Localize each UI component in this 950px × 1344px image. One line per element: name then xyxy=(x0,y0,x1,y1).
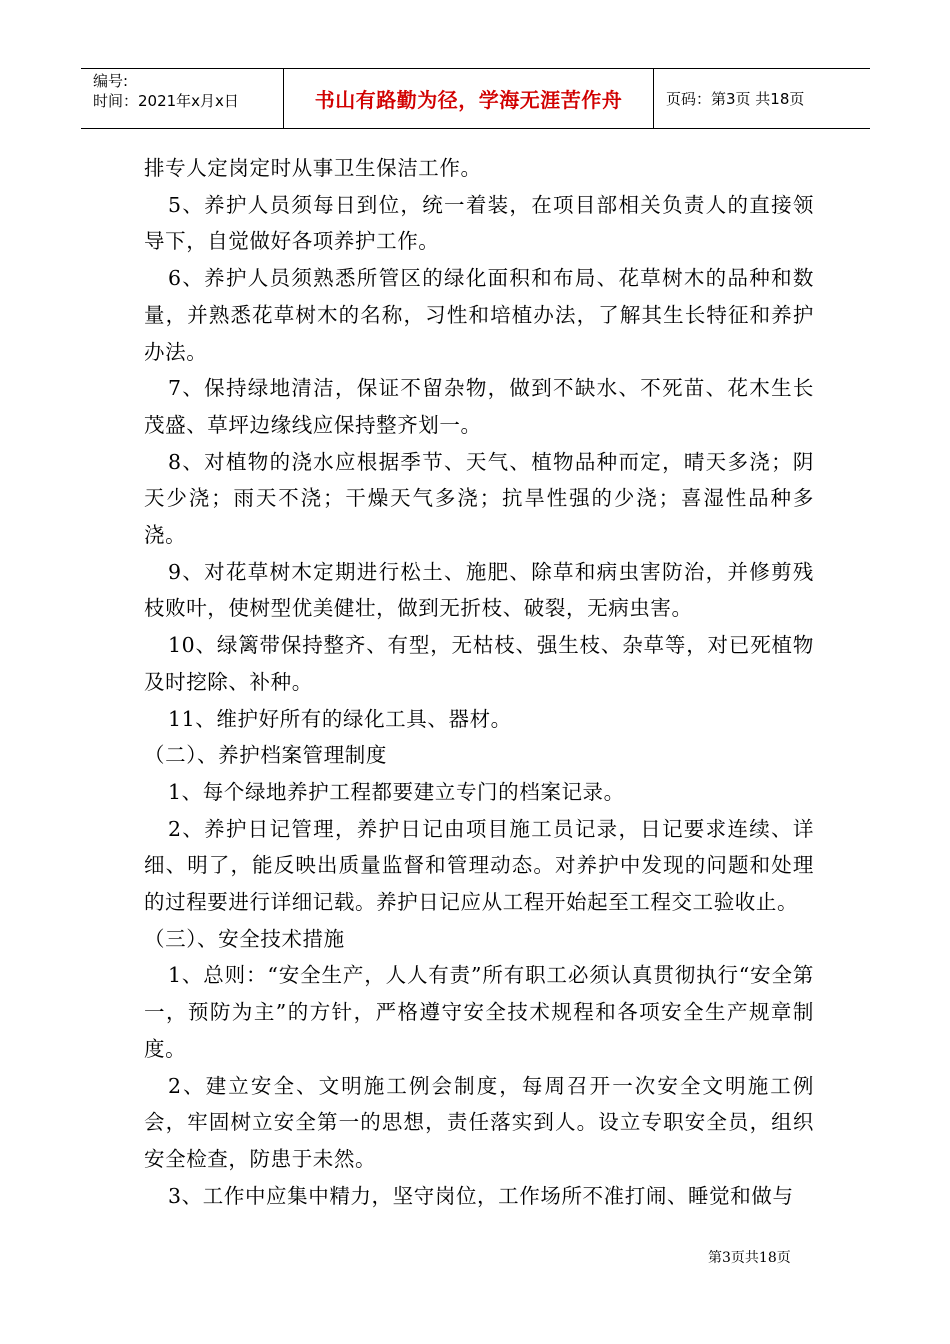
paragraph: 7、保持绿地清洁，保证不留杂物，做到不缺水、不死苗、花木生长茂盛、草坪边缘线应保持整齐划一。 xyxy=(144,376,814,437)
page-number-info: 页码：第3页 共18页 xyxy=(666,90,805,108)
header-page-info xyxy=(654,69,870,128)
page-header xyxy=(81,68,870,129)
paragraph: 1、每个绿地养护工程都要建立专门的档案记录。 xyxy=(168,779,625,804)
footer-page-number: 第3页共18页 xyxy=(708,1250,791,1266)
section-heading: （二）、养护档案管理制度 xyxy=(144,743,387,768)
paragraph: 10、绿篱带保持整齐、有型，无枯枝、强生枝、杂草等，对已死植物及时挖除、补种。 xyxy=(144,633,814,694)
paragraph: 8、对植物的浇水应根据季节、天气、植物品种而定，晴天多浇；阴天少浇；雨天不浇；干燥天气多浇；抗旱性强的少浇；喜湿性品种多浇。 xyxy=(144,449,814,548)
paragraph: 9、对花草树木定期进行松土、施肥、除草和病虫害防治，并修剪残枝败叶，使树型优美健壮，做到无折枝、破裂，无病虫害。 xyxy=(144,559,814,621)
paragraph: 1、总则：“安全生产，人人有责”所有职工必须认真贯彻执行“安全第一，预防为主”的方针，严格遵守安全技术规程和各项安全生产规章制度。 xyxy=(144,963,814,1061)
paragraph: 2、养护日记管理，养护日记由项目施工员记录，日记要求连续、详细、明了，能反映出质量监督和管理动态。对养护中发现的问题和处理的过程要进行详细记载。养护日记应从工程开始起至工程交工验收止。 xyxy=(144,816,814,915)
section-heading: （三）、安全技术措施 xyxy=(144,926,345,951)
document-number-label: 编号: xyxy=(93,72,129,90)
paragraph: 5、养护人员须每日到位，统一着装，在项目部相关负责人的直接领导下，自觉做好各项养护工作。 xyxy=(144,192,814,254)
paragraph: 6、养护人员须熟悉所管区的绿化面积和布局、花草树木的品种和数量，并熟悉花草树木的名称，习性和培植办法，了解其生长特征和养护办法。 xyxy=(144,266,814,364)
page-footer xyxy=(708,1247,791,1267)
header-motto xyxy=(284,69,654,128)
paragraph: 2、建立安全、文明施工例会制度，每周召开一次安全文明施工例会，牢固树立安全第一的思想，责任落实到人。设立专职安全员，组织安全检查，防患于未然。 xyxy=(144,1073,814,1171)
header-meta xyxy=(81,69,284,128)
document-body xyxy=(144,150,814,1214)
paragraph: 3、工作中应集中精力，坚守岗位，工作场所不准打闹、睡觉和做与 xyxy=(168,1183,794,1208)
paragraph: 11、维护好所有的绿化工具、器材。 xyxy=(168,706,512,731)
paragraph: 排专人定岗定时从事卫生保洁工作。 xyxy=(144,156,482,180)
motto-text: 书山有路勤为径，学海无涯苦作舟 xyxy=(314,88,623,112)
document-date: 时间：2021年x月x日 xyxy=(93,92,239,110)
